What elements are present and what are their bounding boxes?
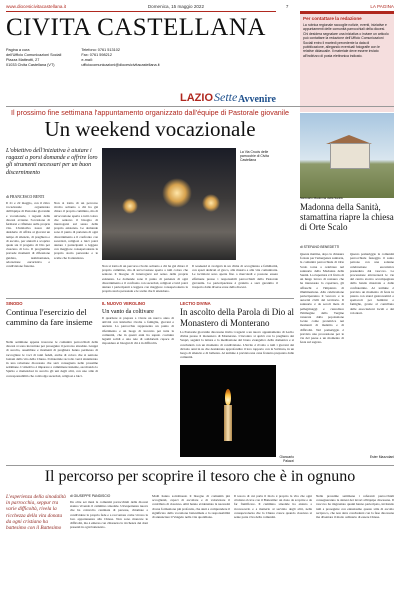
church-author: di STEFANO BENEDETTI (300, 245, 340, 249)
bottom-col-3: Il tesoro di cui parla il titolo è proprio la vita che ogni cristiano riceve con il Battesimo: un dono da scoprire e da far fruttificare. Il cammino sinodale ha aiutato a riconoscerlo e a metterlo al servizio degli altri, nella consapevolezza che la Chiesa cresce quando ciascuno si sente parte viva della comunità. (234, 494, 312, 520)
lead-col-3: Il weekend si svolgerà in un clima di accoglienza e familiarità, con spazi dedicati al gioco, alla musica e alla vita comunitaria. Le iscrizioni sono aperte fino a mercoledì e possono essere effettuate presso i responsabili parrocchiali della Pastorale giovanile. La partecipazione è gratuita e sarà garantito il trasporto dalle diverse zone della diocesi. (192, 264, 278, 290)
lead-headline: Un weekend vocazionale (44, 117, 256, 141)
divider (6, 298, 294, 299)
sinodo-title: Continua l'esercizio del cammino da fare insieme (6, 307, 93, 327)
lazio-label: LAZIO (180, 92, 213, 104)
lead-col-1b: Non si tratta di un percorso rivolto soltanto a chi ha già chiaro il proprio cammino, ma di un'occasione aperta a tutti coloro che sentono il bisogno di interrogarsi sul senso della propria esistenza. Le domande sono il punto di partenza di ogni discernimento e il confronto con sacerdoti, religiosi e laici potrà aiutare i partecipanti a leggere con maggiore consapevolezza la propria storia personale e le scelte che li attendono. (54, 201, 98, 260)
masthead-contacts (6, 48, 276, 68)
bottom-col-4: Nelle prossime settimane i referenti parrocchiali consegneranno le sintesi dei lavori all'équipe diocesana. Il vescovo ha ringraziato quanti hanno partecipato, invitando tutti a proseguire con entusiasmo questo stile di ascolto reciproco, che non deve concludersi con la fase diocesana ma diventare il modo ordinario di essere Chiesa. (316, 494, 394, 520)
bottom-col-2: Molti hanno sottolineato il bisogno di comunità più accoglienti, capaci di ascoltare e di valorizzare il contributo di ciascuno. Altri hanno evidenziato la necessità di una formazione più profonda, che aiuti a comprendere il significato della vocazione battesimale e la responsabilità di annunciare il Vangelo nella vita quotidiana. (152, 494, 230, 520)
section-label: LA PAGINA (370, 4, 394, 9)
bottom-headline: Il percorso per scoprire il tesoro che è in ognuno (44, 468, 356, 485)
divider (6, 106, 394, 107)
lectio-section-label: LECTIO DIVINA (180, 301, 211, 306)
saint-author: Ester Mazzolani (369, 455, 394, 459)
lead-author: di FRANCESCO BENTI (6, 195, 45, 199)
lead-quote: L'obiettivo dell'iniziativa è aiutare i ragazzi a porsi domande e offrire loro gli strumenti necessari per un buon discernimento (6, 148, 98, 176)
church-building (330, 143, 370, 169)
lead-subhead: Il prossimo fine settimana l'appuntamento organizzato dall'équipe di Pastorale giovanile (10, 108, 290, 117)
candle-flame (225, 389, 231, 405)
site-url[interactable]: www.diocesicivitacastellana.it (6, 4, 66, 9)
masthead-title: CIVITA CASTELLANA (6, 14, 266, 41)
divider (6, 465, 394, 466)
church-title: Madonna della Sanità, stamattina riapre la chiesa di Orte Scalo (300, 202, 394, 232)
candle-stick (224, 405, 232, 441)
lamp-light (202, 194, 220, 212)
candle-photo (180, 365, 276, 457)
top-bar (6, 4, 394, 10)
contact-box-heading: Per contattare la redazione (303, 16, 362, 21)
lamp-light (122, 198, 138, 214)
church-body-a: Questa mattina, dopo la chiusura forzata per l'emergenza sanitaria, la comunità parrocchiale di Orte Scalo torna a celebrare nel santuario della Madonna della Sanità. La riapertura è il frutto di un lungo lavoro di restauro che ha interessato la copertura, gli affreschi e l'impianto di illuminazione. Alla celebrazione parteciperanno il vescovo e le autorità civili del territorio. Il santuario è da secoli meta di pellegrinaggi e custodisce l'immagine della Vergine venerata dalla popolazione locale come protettrice nei momenti di malattia e di difficoltà. Nel pomeriggio è prevista una processione per le vie del paese e un momento di festa sul sagrato. (300, 252, 344, 345)
vecchio-title: Un vanto da coltivare (102, 309, 154, 315)
bottom-col-1: Da oltre sei mesi le comunità parrocchiali della diocesi stanno vivendo il cammino sinodale. Un'esperienza nuova che ha coinvolto centinaia di persone, chiamate a condividere la propria fede e a raccontare come vivono la loro appartenenza alla Chiesa. Non sono mancate le difficoltà, ma è emersa con chiarezza la ricchezza dei doni presenti in ogni battezzato. (70, 500, 148, 530)
vecchio-section-label: IL NUOVO VEROLINO (102, 301, 146, 306)
bottom-quote: L'esperienza della sinodalità in parrocchia, seppur tra varie difficoltà, rivela la ricchezza della vita donata da ogni cristiano ha battesimo con il Battesimo (6, 494, 66, 532)
church-photo (300, 113, 394, 198)
lectio-title: In ascolto della Parola di Dio al Monastero di Monterano (180, 307, 294, 328)
avvenire-label: Avvenire (238, 94, 276, 105)
church-photo-caption: Santuario Madonna della Sanità (300, 196, 343, 200)
sinodo-body: Nelle settimane appena trascorse le comunità parrocchiali della diocesi si sono incontrate per proseguire il percorso sinodale. Gruppi di ascolto, assemblee e momenti di preghiera hanno permesso di raccogliere le voci di tanti fedeli, anche di coloro che si sentono lontani dalla vita della Chiesa. Il materiale raccolto verrà sintetizzato in una relazione diocesana che sarà consegnata nelle prossime settimane. L'obiettivo è imparare a camminare insieme, ascoltando lo Spirito e mettendosi in ascolto gli uni degli altri, con uno stile di corresponsabilità che coinvolga sacerdoti, religiosi e laici. (6, 340, 98, 378)
lamp-light (162, 178, 192, 208)
page-number: 7 (285, 4, 289, 9)
lead-photo (102, 148, 236, 260)
lectio-body: La Pastorale giovanile diocesana invita i ragazzi a un nuovo appuntamento di Lectio divina presso il monastero di Monterano. L'incontro si aprirà con la preghiera dei Vespri, seguirà la lettura e la meditazione del brano evangelico della domenica e si concluderà con un momento di condivisione. L'invito è rivolto a tutti i giovani dai diciotto anni in su che desiderano approfondire il loro rapporto con la Scrittura, in un luogo di silenzio e di bellezza. Al termine è prevista una cena fraterna preparata dalle comunità. (180, 330, 294, 360)
masthead (6, 11, 276, 68)
sinodo-section-label: SINODO (6, 301, 23, 306)
contact-box-body: La rubrica regionale raccoglie notizie, eventi, iniziative e appuntamenti delle comunità parrocchiali della diocesi. Chi desidera segnalare una iniziativa o inviare un articolo può contattare la redazione dell'Ufficio Comunicazioni Sociali entro il martedì precedente la data di pubblicazione, allegando eventuali fotografie con le relative didascalie. Il materiale deve essere inviato all'indirizzo di posta elettronica indicato. (303, 23, 389, 58)
church-body-b: Questo pomeriggio la comunità parrocchiale festeggia il santo patrono con una solenne celebrazione eucaristica presieduta dal vescovo. La processione attraverserà le vie del centro storico accompagnata dalla banda musicale e dalle confraternite. Al termine è previsto un momento di festa in piazza con stand gastronomici e spettacoli per bambini e famiglie, grazie al contributo delle associazioni locali e dei volontari. (350, 252, 394, 315)
lead-photo-caption: La Via Crucis delle parrocchie di Civita Castellana (240, 150, 269, 163)
bottom-author: di GIUSEPPE PANDISCIO (70, 494, 111, 498)
contacts-phone-email: Telefono: 0761 513102 Fax: 0761 598212 e-mail: ufficiocomunicazioni@diocesicivitacastellana.it (81, 48, 160, 67)
lectio-author: Giancarlo Palazzi (279, 455, 294, 464)
issue-date: Domenica, 15 maggio 2022 (147, 4, 205, 9)
contact-box (300, 11, 394, 112)
vecchio-body: Il quartiere si prepara a vivere un nuovo anno di attività con iniziative rivolte a famiglie, giovani e anziani. La parrocchia rappresenta un punto di riferimento e un luogo di incontro per tutta la comunità, che in questi anni ha saputo costruire legami solidi e una rete di solidarietà capace di rispondere ai bisogni di chi è in difficoltà. (102, 316, 174, 346)
contacts-address: Pagina a cura dell'Ufficio Comunicazioni Sociali Piazza Matteotti, 27 01033 Civita Castellana (VT) (6, 48, 62, 67)
lead-col-2: Non si tratta di un percorso rivolto soltanto a chi ha già chiaro il proprio cammino, ma di un'occasione aperta a tutti coloro che sentono il bisogno di interrogarsi sul senso della propria esistenza. Le domande sono il punto di partenza di ogni discernimento e il confronto con sacerdoti, religiosi e laici potrà aiutare i partecipanti a leggere con maggiore consapevolezza la propria storia personale e le scelte che li attendono. (102, 264, 188, 294)
sette-label: Sette (214, 90, 238, 104)
lead-col-1a: Il 21 e 22 maggio, con il ritiro vocazionale organizzato dall'équipe di Pastorale giovanile e vocazionale, i ragazzi della diocesi avranno l'occasione di fermarsi e riflettere sulla propria vita. L'iniziativa nasce dal desiderio di offrire ai giovani un tempo di silenzio, di preghiera e di ascolto, per aiutarli a scoprire quale sia il progetto di Dio per ciascuno di loro. Il programma prevede momenti di riflessione guidata, testimonianze, adorazione eucaristica e condivisione fraterna. (6, 201, 50, 269)
